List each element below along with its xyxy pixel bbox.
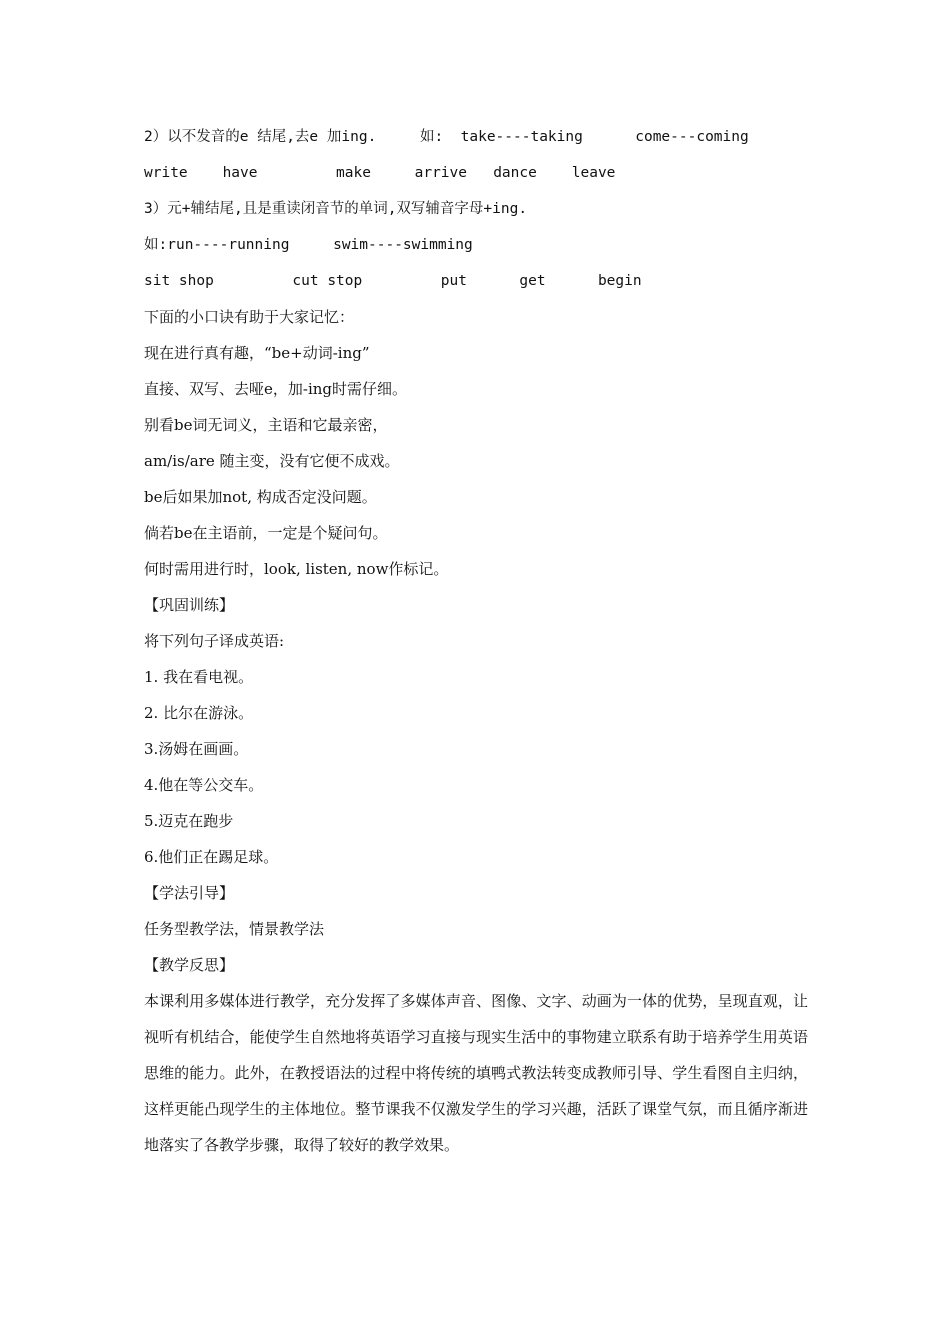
practice-item-4: 4.他在等公交车。: [144, 776, 264, 794]
reflection-paragraph: 本课利用多媒体进行教学，充分发挥了多媒体声音、图像、文字、动画为一体的优势，呈现直观，让视听有机结合，能使学生自然地将英语学习直接与现实生活中的事物建立联系有助于培养学生用英语思维的能力。此外，在教授语法的过程中将传统的填鸭式教法转变成教师引导、学生看图自主归纳，这样更能凸现学生的主体地位。整节课我不仅激发学生的学习兴趣，活跃了课堂气氛，而且循序渐进地落实了各教学步骤，取得了较好的教学效果。: [144, 992, 808, 1154]
practice-item-2: 2. 比尔在游泳。: [144, 704, 254, 722]
section-heading-methods: 【学法引导】: [144, 884, 235, 902]
mnemonic-line-4: am/is/are 随主变，没有它便不成戏。: [144, 452, 400, 470]
section-heading-reflection: 【教学反思】: [144, 956, 235, 974]
mnemonic-line-3: 别看be词无词义，主语和它最亲密，: [144, 416, 388, 434]
rule-2-examples: write have make arrive dance leave: [144, 165, 616, 181]
rule-3-example-line: 如:run----running swim----swimming: [144, 237, 473, 253]
mnemonic-line-5: be后如果加not, 构成否定没问题。: [144, 488, 377, 506]
section-heading-practice: 【巩固训练】: [144, 596, 235, 614]
practice-item-5: 5.迈克在跑步: [144, 812, 234, 830]
mnemonic-line-2: 直接、双写、去哑e，加-ing时需仔细。: [144, 380, 408, 398]
practice-item-3: 3.汤姆在画画。: [144, 740, 249, 758]
rule-2-line: 2）以不发音的e 结尾,去e 加ing. 如: take----taking come---coming: [144, 129, 749, 145]
mnemonic-line-7: 何时需用进行时，look, listen, now作标记。: [144, 560, 449, 578]
practice-item-1: 1. 我在看电视。: [144, 668, 254, 686]
mnemonic-line-1: 现在进行真有趣，“be+动词-ing”: [144, 344, 370, 362]
methods-text: 任务型教学法，情景教学法: [144, 920, 325, 938]
rule-3-line: 3）元+辅结尾,且是重读闭音节的单词,双写辅音字母+ing.: [144, 201, 528, 217]
mnemonic-line-6: 倘若be在主语前，一定是个疑问句。: [144, 524, 388, 542]
practice-instruction: 将下列句子译成英语:: [144, 632, 285, 650]
rule-3-examples: sit shop cut stop put get begin: [144, 273, 642, 289]
mnemonic-intro: 下面的小口诀有助于大家记忆：: [144, 308, 355, 326]
practice-item-6: 6.他们正在踢足球。: [144, 848, 279, 866]
